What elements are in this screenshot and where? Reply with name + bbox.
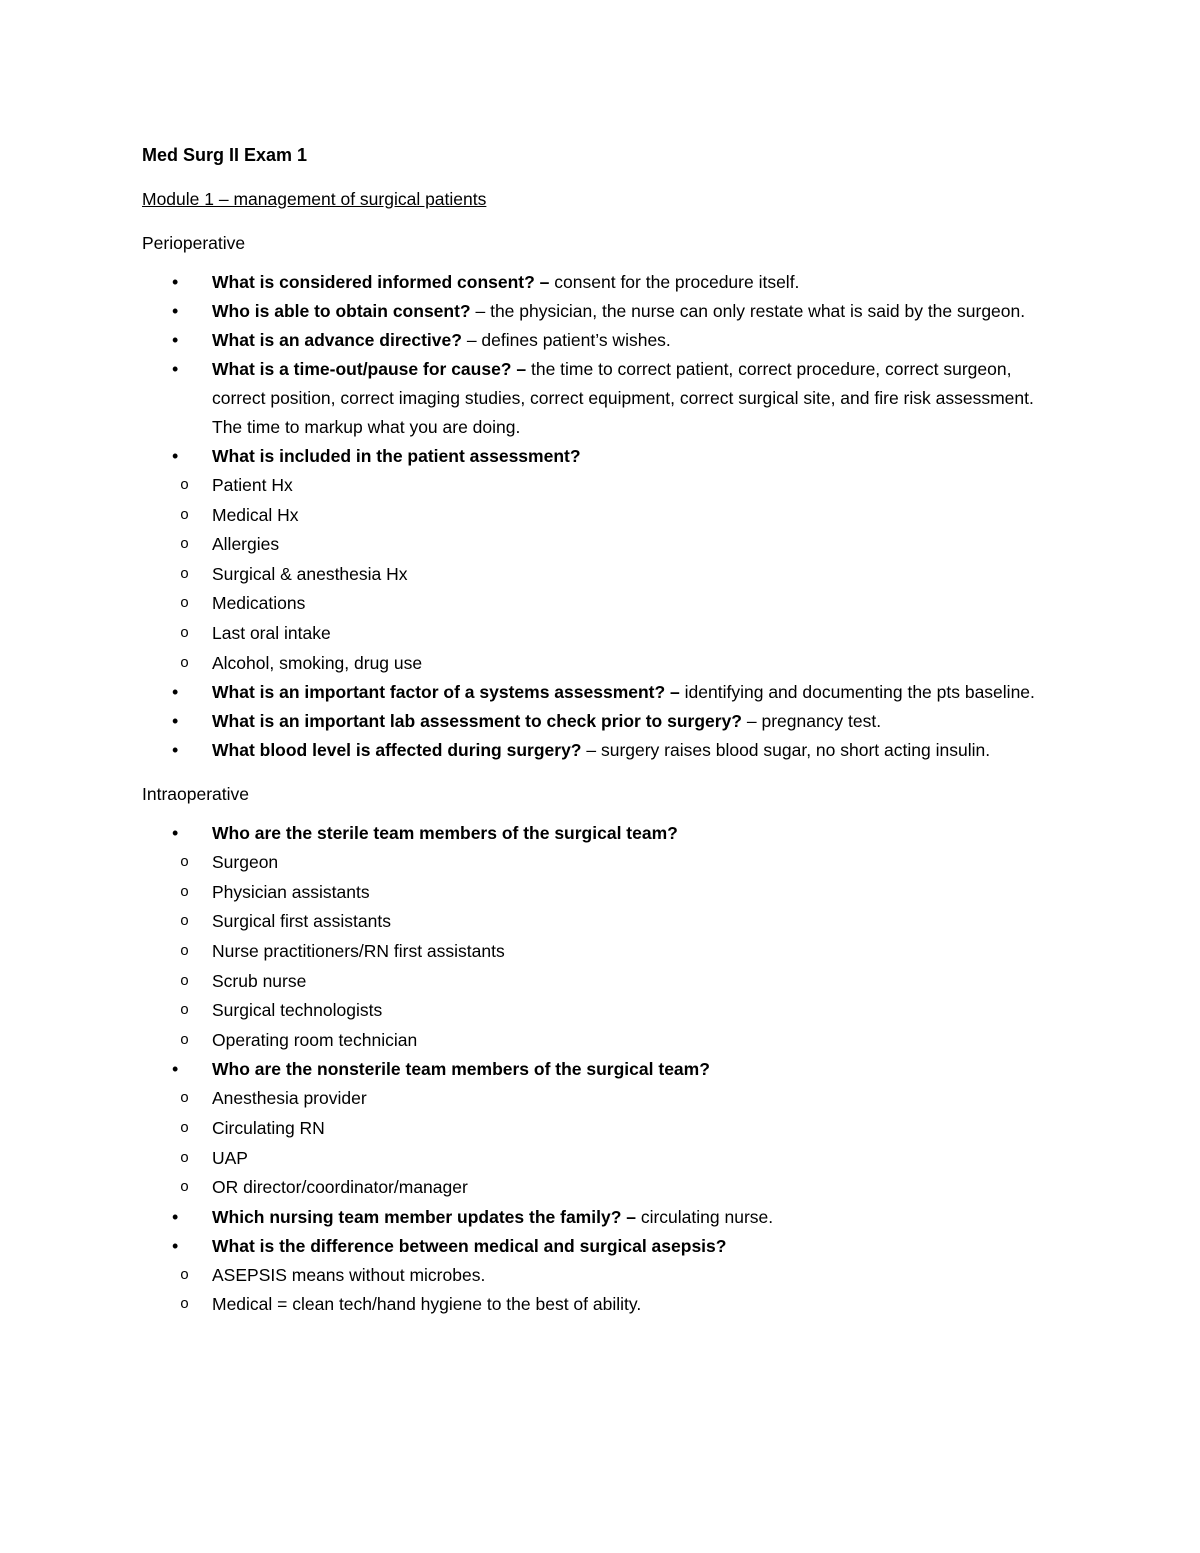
answer-text: – surgery raises blood sugar, no short acting insulin. <box>581 740 991 761</box>
sub-item-text: Medical = clean tech/hand hygiene to the best of ability. <box>212 1294 642 1315</box>
sub-list-item <box>142 878 1042 908</box>
sub-item-text: Physician assistants <box>212 881 370 902</box>
answer-text: – the physician, the nurse can only restate what is said by the surgeon. <box>470 301 1026 321</box>
sub-list <box>142 848 1042 1055</box>
sub-list-item <box>142 530 1042 560</box>
sub-item-text: Alcohol, smoking, drug use <box>212 652 423 673</box>
intraoperative-question-list <box>142 819 1042 1320</box>
sub-list-item <box>142 619 1042 649</box>
sub-item-text: Surgical first assistants <box>212 911 391 932</box>
sub-item-text: Last oral intake <box>212 622 331 643</box>
sub-list-item <box>142 1114 1042 1144</box>
circle-bullet-icon: o <box>180 1179 190 1197</box>
sub-item-text: Operating room technician <box>212 1029 418 1050</box>
bullet-icon: • <box>172 330 179 350</box>
sub-list-item <box>142 1084 1042 1114</box>
question-text: What is an important lab assessment to check prior to surgery? <box>212 711 742 732</box>
sub-list-item <box>142 1144 1042 1174</box>
answer-text: identifying and documenting the pts baseline. <box>679 682 1035 703</box>
circle-bullet-icon: o <box>180 536 190 554</box>
sub-list-item <box>142 1173 1042 1203</box>
bullet-icon: • <box>172 446 179 466</box>
question-text: What is included in the patient assessment? <box>212 446 581 466</box>
answer-text: the time to correct patient, correct procedure, correct surgeon, correct position, correct imaging studies, correct equipment, correct surgical site, and fire risk assessment. The time to markup what you are doing. <box>212 359 1034 437</box>
circle-bullet-icon: o <box>180 1266 190 1284</box>
bullet-icon: • <box>172 823 179 844</box>
sub-item-text: Medical Hx <box>212 504 299 525</box>
bullet-icon: • <box>172 711 179 732</box>
question-text: What is an advance directive? <box>212 330 462 350</box>
document-title: Med Surg II Exam 1 <box>142 145 308 165</box>
answer-text: – defines patient’s wishes. <box>461 330 671 350</box>
bullet-icon: • <box>172 682 179 703</box>
sub-list-item <box>142 907 1042 937</box>
question-item <box>142 819 1042 1055</box>
circle-bullet-icon: o <box>180 595 190 613</box>
circle-bullet-icon: o <box>180 565 190 583</box>
circle-bullet-icon: o <box>180 506 190 524</box>
question-text: What is a time-out/pause for cause? – <box>212 359 527 379</box>
bullet-icon: • <box>172 1206 179 1227</box>
answer-text: circulating nurse. <box>635 1206 774 1227</box>
circle-bullet-icon: o <box>180 913 190 931</box>
question-item <box>142 442 1042 678</box>
question-text: Who are the nonsterile team members of the surgical team? <box>212 1059 710 1080</box>
section-label-perioperative: Perioperative <box>142 233 246 253</box>
bullet-icon: • <box>172 1059 179 1080</box>
question-item <box>142 1055 1042 1202</box>
bullet-icon: • <box>172 740 179 761</box>
sub-list-item <box>142 1261 1042 1291</box>
circle-bullet-icon: o <box>180 654 190 672</box>
circle-bullet-icon: o <box>180 1031 190 1049</box>
sub-item-text: Scrub nurse <box>212 970 307 991</box>
circle-bullet-icon: o <box>180 1119 190 1137</box>
circle-bullet-icon: o <box>180 854 190 872</box>
sub-list-item <box>142 996 1042 1026</box>
circle-bullet-icon: o <box>180 1090 190 1108</box>
circle-bullet-icon: o <box>180 477 190 494</box>
bullet-icon: • <box>172 1235 179 1256</box>
sub-item-text: UAP <box>212 1147 248 1168</box>
circle-bullet-icon: o <box>180 972 190 990</box>
question-item <box>142 268 1042 297</box>
question-text: Who is able to obtain consent? <box>212 301 471 321</box>
sub-item-text: ASEPSIS means without microbes. <box>212 1264 486 1285</box>
question-text: What blood level is affected during surgery? <box>212 740 582 761</box>
sub-item-text: Surgeon <box>212 852 279 873</box>
circle-bullet-icon: o <box>180 942 190 960</box>
sub-list-item <box>142 848 1042 878</box>
circle-bullet-icon: o <box>180 1002 190 1020</box>
circle-bullet-icon: o <box>180 883 190 901</box>
document-page <box>142 140 1042 1320</box>
sub-list <box>142 471 1042 678</box>
sub-list-item <box>142 1290 1042 1320</box>
question-item <box>142 707 1042 736</box>
circle-bullet-icon: o <box>180 1296 190 1314</box>
sub-item-text: Surgical technologists <box>212 1000 383 1021</box>
question-item <box>142 326 1042 355</box>
sub-item-text: Allergies <box>212 534 280 555</box>
question-item <box>142 297 1042 326</box>
sub-list-item <box>142 1026 1042 1056</box>
question-text: What is considered informed consent? – <box>212 272 550 292</box>
sub-item-text: Medications <box>212 593 306 614</box>
sub-list-item <box>142 937 1042 967</box>
sub-list <box>142 1261 1042 1320</box>
sub-list-item <box>142 589 1042 619</box>
bullet-icon: • <box>172 272 179 292</box>
perioperative-question-list <box>142 268 1042 765</box>
sub-list-item <box>142 501 1042 531</box>
sub-list-item <box>142 967 1042 997</box>
question-item <box>142 355 1042 442</box>
question-text: Who are the sterile team members of the surgical team? <box>212 823 678 844</box>
sub-item-text: Anesthesia provider <box>212 1088 367 1109</box>
question-item <box>142 1232 1042 1320</box>
question-item <box>142 736 1042 765</box>
answer-text: consent for the procedure itself. <box>549 272 800 292</box>
question-item <box>142 1203 1042 1232</box>
sub-list-item <box>142 560 1042 590</box>
circle-bullet-icon: o <box>180 624 190 642</box>
circle-bullet-icon: o <box>180 1149 190 1167</box>
module-heading: Module 1 – management of surgical patients <box>142 189 487 209</box>
bullet-icon: • <box>172 301 179 321</box>
answer-text: – pregnancy test. <box>742 711 882 732</box>
question-text: Which nursing team member updates the family? – <box>212 1206 636 1227</box>
sub-item-text: Patient Hx <box>212 475 293 495</box>
sub-list-item <box>142 471 1042 501</box>
sub-item-text: OR director/coordinator/manager <box>212 1177 468 1198</box>
question-text: What is the difference between medical and surgical asepsis? <box>212 1235 727 1256</box>
sub-list-item <box>142 649 1042 679</box>
sub-item-text: Circulating RN <box>212 1117 325 1138</box>
sub-item-text: Surgical & anesthesia Hx <box>212 563 408 584</box>
question-item <box>142 678 1042 707</box>
bullet-icon: • <box>172 359 179 379</box>
section-label-intraoperative: Intraoperative <box>142 784 250 805</box>
sub-list <box>142 1084 1042 1202</box>
question-text: What is an important factor of a systems assessment? – <box>212 682 680 703</box>
sub-item-text: Nurse practitioners/RN first assistants <box>212 940 505 961</box>
